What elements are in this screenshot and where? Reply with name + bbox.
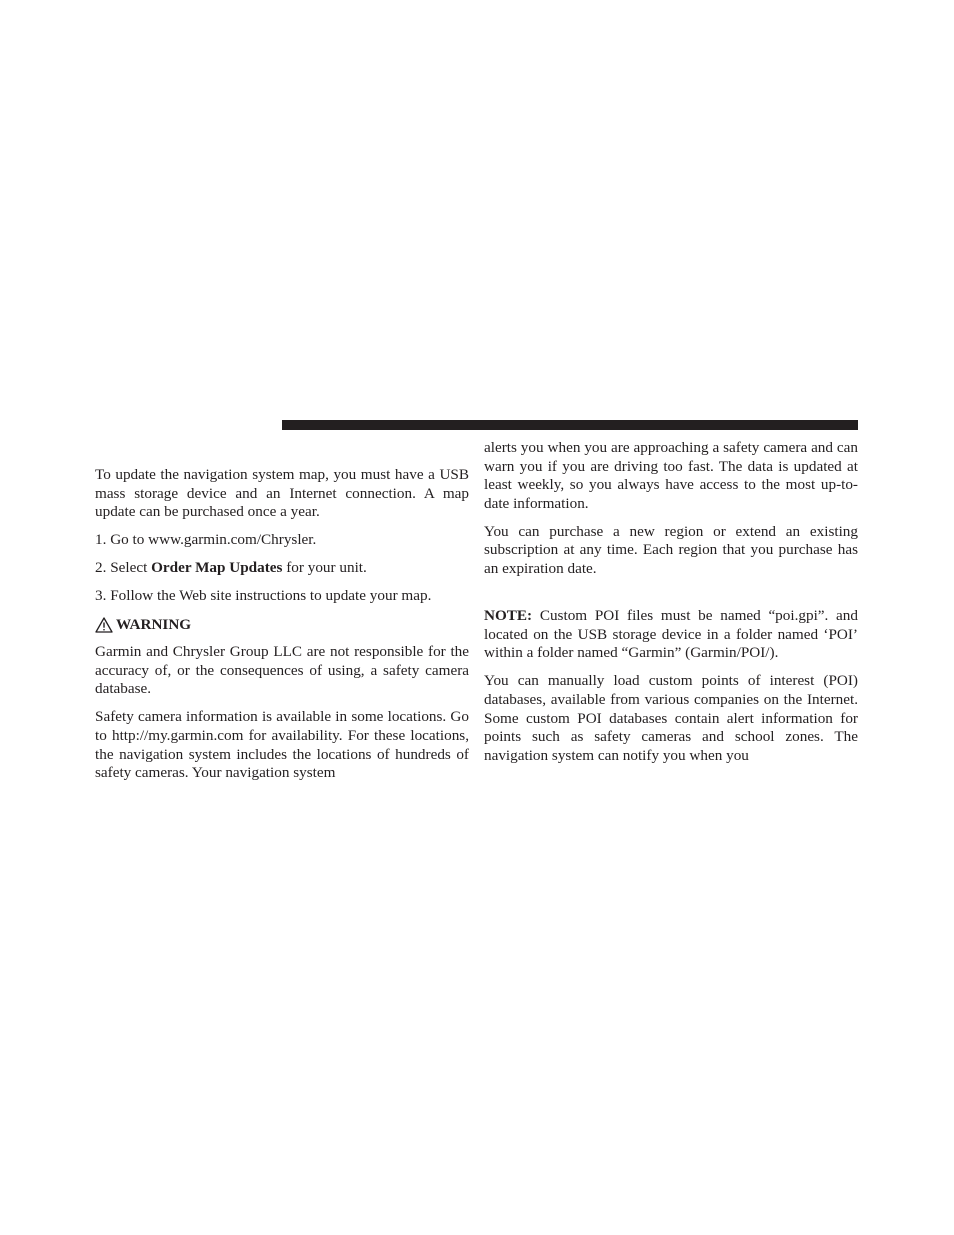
warning-triangle-icon (95, 617, 113, 633)
intro-paragraph: To update the navigation system map, you must have a USB mass storage device and an Internet connection. A map update can be purchased once a year. (95, 466, 469, 521)
warning-paragraph: Garmin and Chrysler Group LLC are not responsible for the accuracy of, or the consequences of using, a safety camera database. (95, 643, 469, 698)
step-2-suffix: for your unit. (282, 559, 367, 577)
heading-gap (484, 588, 858, 607)
purchase-paragraph: You can purchase a new region or extend an existing subscription at any time. Each region that you purchase has an expiration date. (484, 522, 858, 578)
step-3: 3. Follow the Web site instructions to update your map. (95, 587, 432, 605)
section-header-bar (282, 420, 858, 430)
left-column (95, 466, 469, 792)
note-text: Custom POI files must be named “poi.gpi”. and located on the USB storage device in a folder named ‘POI’ within a folder named “Garmin” (Garmin/POI/). (484, 607, 858, 662)
step-2-prefix: 2. Select (95, 559, 152, 577)
step-2 (95, 559, 469, 578)
right-column (484, 439, 858, 775)
warning-title: WARNING (116, 615, 192, 633)
custom-poi-paragraph: You can manually load custom points of interest (POI) databases, available from various companies on the Internet. Some custom POI databases contain alert information for points such as safety cameras and school zones. The navigation system can notify you when you (484, 672, 858, 764)
note-label: NOTE: (484, 607, 533, 625)
safety-camera-continued: alerts you when you are approaching a safety camera and can warn you if you are driving too fast. The data is updated at least weekly, so you always have access to the most up-to-date information. (484, 439, 858, 512)
safety-camera-paragraph: Safety camera information is available in some locations. Go to http://my.garmin.com for availability. For these locations, the navigation system includes the locations of hundreds of safety cameras. Your navigation system (95, 708, 469, 782)
step-1: 1. Go to www.garmin.com/Chrysler. (95, 531, 317, 549)
warning-heading (95, 616, 469, 635)
note-paragraph (484, 607, 858, 663)
order-map-updates-label: Order Map Updates (151, 559, 283, 577)
